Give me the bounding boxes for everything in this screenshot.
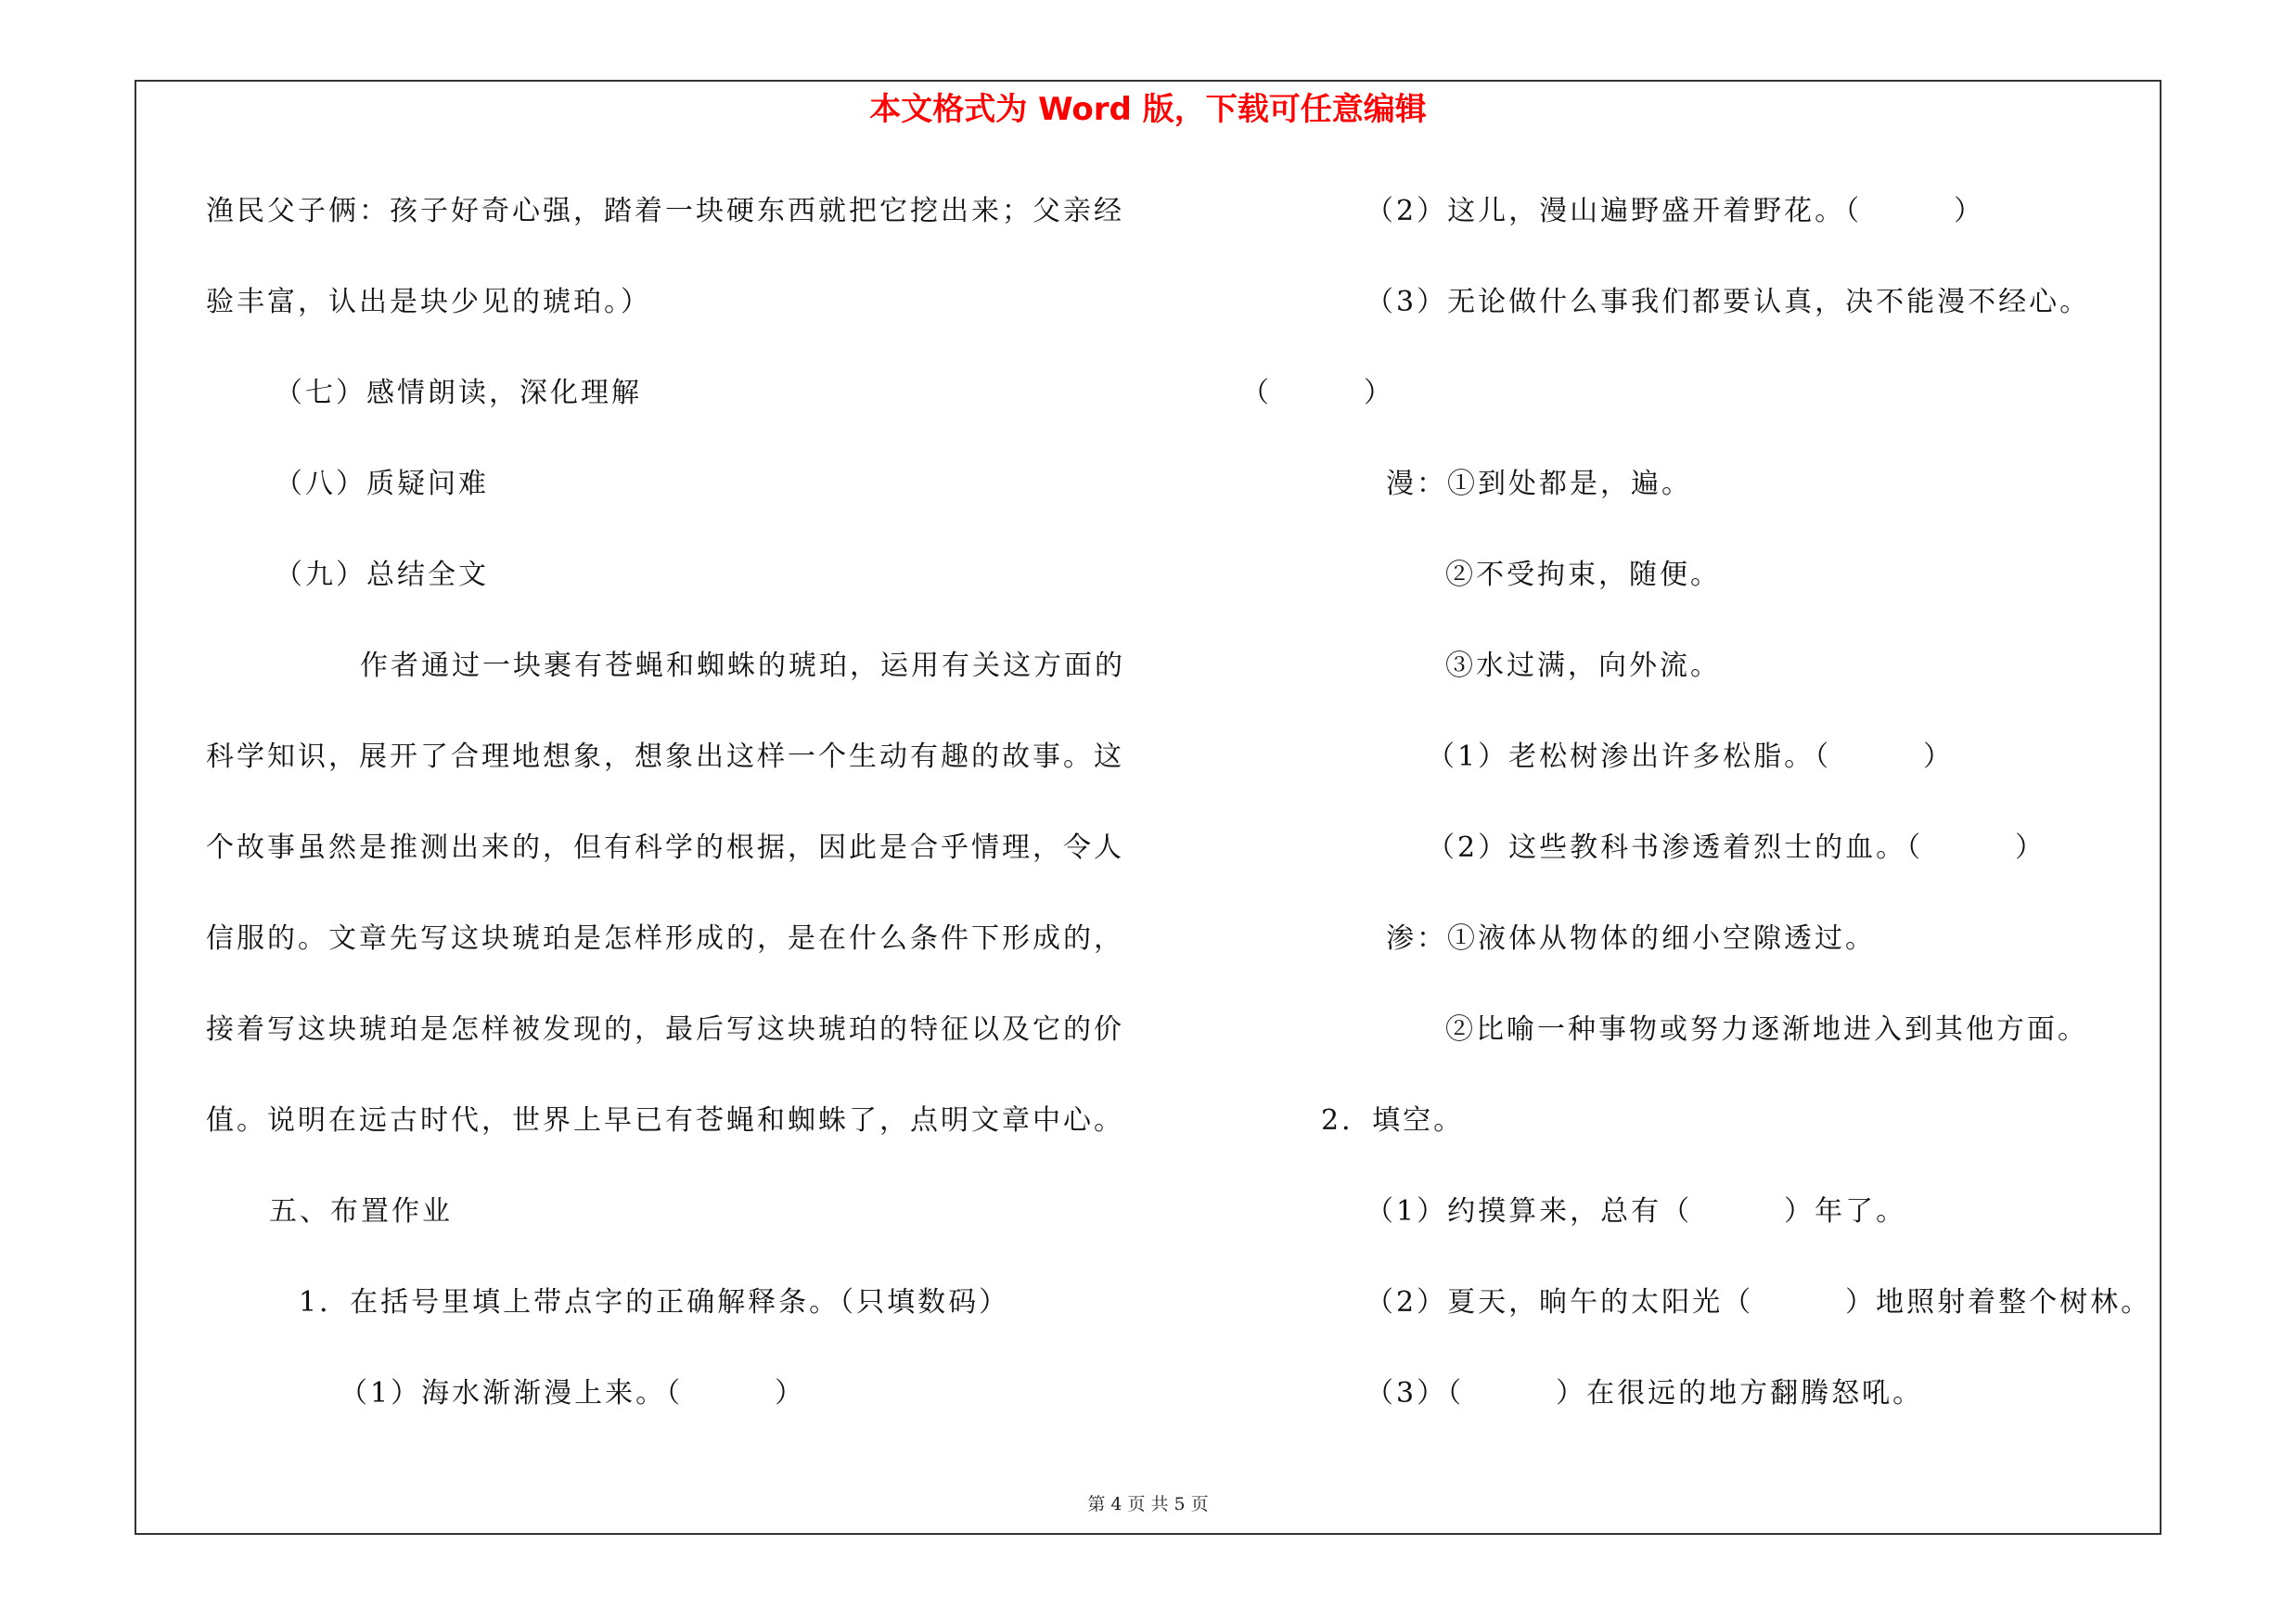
section-heading-7: （七）感情朗读，深化理解 (275, 377, 642, 409)
exercise-item: （3）（ ）在很远的地方翻腾怒吼。 (1366, 1377, 1924, 1410)
summary-paragraph-line: 值。说明在远古时代，世界上早已有苍蝇和蜘蛛了，点明文章中心。 (206, 1104, 1124, 1137)
answer-blank: （ ） (1241, 377, 1394, 409)
summary-paragraph-line: 作者通过一块裹有苍蝇和蜘蛛的琥珀，运用有关这方面的 (360, 650, 1125, 682)
page-number: 第 4 页 共 5 页 (1087, 1494, 1209, 1514)
summary-paragraph-line: 个故事虽然是推测出来的，但有科学的根据，因此是合乎情理，令人 (206, 831, 1124, 864)
exercise-instruction: 1．在括号里填上带点字的正确解释条。（只填数码） (299, 1286, 1010, 1319)
exercise-instruction: 2．填空。 (1321, 1104, 1465, 1137)
exercise-item: （2）这儿，漫山遍野盛开着野花。（ ） (1366, 195, 1985, 227)
exercise-item: （1）老松树渗出许多松脂。（ ） (1427, 741, 1955, 773)
summary-paragraph-line: 科学知识，展开了合理地想象，想象出这样一个生动有趣的故事。这 (206, 741, 1124, 773)
definition-line: 漫：①到处都是，遍。 (1386, 468, 1692, 500)
exercise-item: （2）这些教科书渗透着烈士的血。（ ） (1427, 831, 2046, 864)
summary-paragraph-line: 接着写这块琥珀是怎样被发现的，最后写这块琥珀的特征以及它的价 (206, 1013, 1124, 1046)
format-banner: 本文格式为 Word 版，下载可任意编辑 (869, 91, 1427, 128)
section-heading-8: （八）质疑问难 (275, 468, 489, 500)
definition-line: ②比喻一种事物或努力逐渐地进入到其他方面。 (1445, 1013, 2088, 1046)
definition-line: ②不受拘束，随便。 (1445, 559, 1721, 591)
definition-line: ③水过满，向外流。 (1445, 650, 1721, 682)
definition-line: 渗：①液体从物体的细小空隙透过。 (1386, 922, 1876, 955)
exercise-item: （3）无论做什么事我们都要认真，决不能漫不经心。 (1366, 286, 2091, 318)
exercise-item: （2）夏天，晌午的太阳光（ ）地照射着整个树林。 (1366, 1286, 2152, 1319)
exercise-item: （1）海水渐渐漫上来。（ ） (340, 1377, 806, 1410)
exercise-item: （1）约摸算来，总有（ ）年了。 (1366, 1195, 1907, 1228)
summary-paragraph-line: 信服的。文章先写这块琥珀是怎样形成的，是在什么条件下形成的， (206, 922, 1124, 955)
section-heading-homework: 五、布置作业 (269, 1195, 453, 1228)
left-text-line: 验丰富，认出是块少见的琥珀。） (206, 286, 651, 318)
section-heading-9: （九）总结全文 (275, 559, 489, 591)
left-text-line: 渔民父子俩：孩子好奇心强，踏着一块硬东西就把它挖出来；父亲经 (206, 195, 1124, 227)
